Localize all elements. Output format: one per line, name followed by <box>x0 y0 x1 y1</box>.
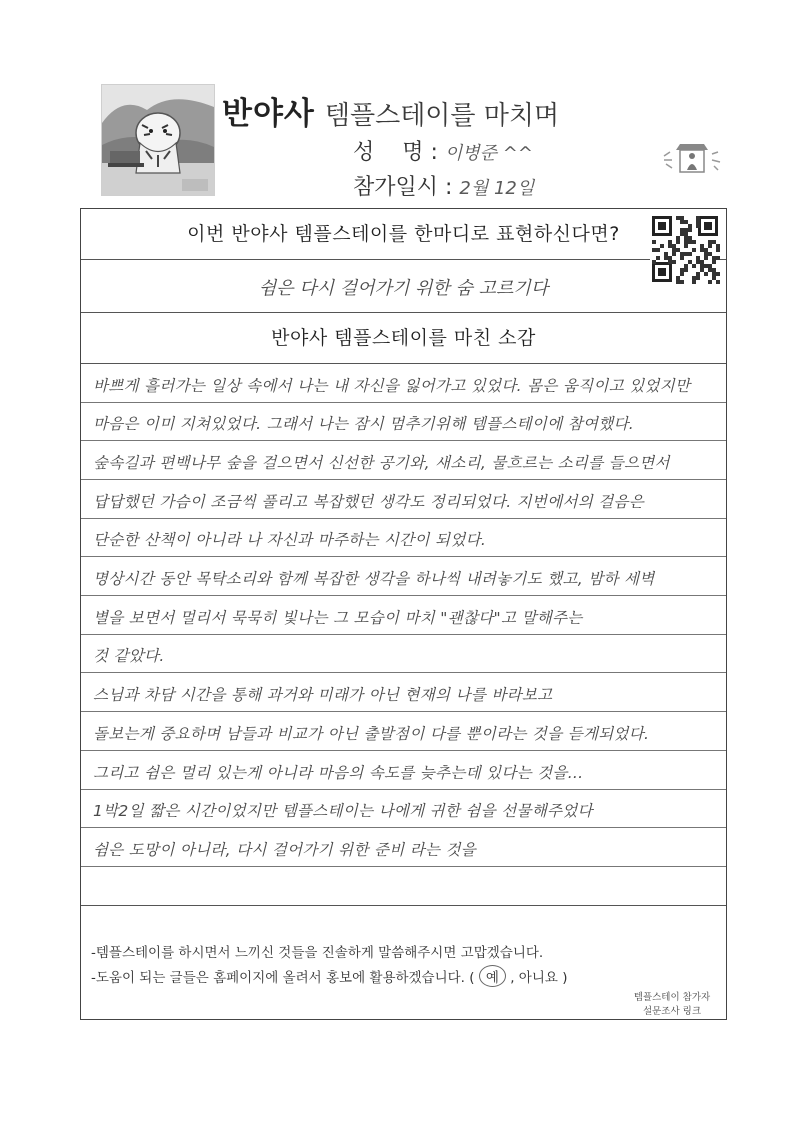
answer-line-text: 바쁘게 흘러가는 일상 속에서 나는 내 자신을 잃어가고 있었다. 몸은 움직이고 있었지만 <box>93 377 691 395</box>
answer-line <box>81 828 726 867</box>
date-row <box>353 170 534 201</box>
answer-line <box>81 712 726 751</box>
answer-line-text: 명상시간 동안 목탁소리와 함께 복잡한 생각을 하나씩 내려놓기도 했고, 밤하 세벽 <box>93 570 655 588</box>
answer-line <box>81 673 726 712</box>
answer-line-text: 쉼은 도망이 아니라, 다시 걸어가기 위한 준비 라는 것을 <box>93 841 477 859</box>
date-value: 2월 12일 <box>459 178 535 199</box>
consent-yes[interactable]: 예 <box>479 965 506 987</box>
answer-line-text: 것 같았다. <box>93 647 165 665</box>
consent-no[interactable]: 아니요 <box>518 970 558 986</box>
title-temple-name: 반야사 <box>222 96 315 132</box>
title-subtitle: 템플스테이를 마치며 <box>324 101 560 131</box>
answer-line <box>81 402 726 441</box>
temple-logo <box>101 84 215 196</box>
answer-line-text: 그리고 쉼은 멀리 있는게 아니라 마음의 속도를 늦추는데 있다는 것을... <box>93 764 584 782</box>
note-one: -템플스테이를 하시면서 느끼신 것들을 진솔하게 말씀해주시면 고맙겠습니다. <box>91 945 544 961</box>
consent-options: ( 예 , 아니요 ) <box>469 970 567 986</box>
answer-line <box>81 480 726 519</box>
answer-line <box>81 364 726 403</box>
answer-line-text: 숲속길과 편백나무 숲을 걸으면서 신선한 공기와, 새소리, 물흐르는 소리를 들으면서 <box>93 454 670 472</box>
answer-line-text: 단순한 산책이 아니라 나 자신과 마주하는 시간이 되었다. <box>93 531 487 549</box>
name-label: 성 명 : <box>353 140 438 165</box>
answer-line <box>81 634 726 673</box>
answer-line <box>81 867 726 906</box>
buddha-shrine-icon <box>660 136 724 180</box>
answer-one-row <box>81 260 726 313</box>
date-label: 참가일시 : <box>353 175 453 200</box>
answer-line <box>81 441 726 480</box>
question-one: 이번 반야사 템플스테이를 한마디로 표현하신다면? <box>81 209 726 260</box>
qr-caption-line-two: 설문조사 링크 <box>642 1006 702 1017</box>
page-title <box>222 88 559 133</box>
answer-line-text: 답답했던 가슴이 조금씩 풀리고 복잡했던 생각도 정리되었다. 지번에서의 걸음은 <box>93 493 645 511</box>
reflection-form <box>80 208 727 1020</box>
note-two <box>91 965 567 987</box>
answer-line <box>81 596 726 635</box>
qr-caption-line-one: 템플스테이 참가자 <box>633 992 711 1003</box>
answer-line-text: 스님과 차담 시간을 통해 과거와 미래가 아닌 현재의 나를 바라보고 <box>93 686 553 704</box>
answer-line-text: 1박2일 짧은 시간이었지만 템플스테이는 나에게 귀한 쉼을 선물해주었다 <box>93 802 593 820</box>
answer-line <box>81 557 726 596</box>
note-two-text: -도움이 되는 글들은 홈페이지에 올려서 홍보에 활용하겠습니다. <box>91 970 465 986</box>
name-row <box>353 135 533 166</box>
answer-line-text: 돌보는게 중요하며 남들과 비교가 아닌 출발점이 다를 뿐이라는 것을 듣게되었다. <box>93 725 650 743</box>
answer-line-text: 별을 보면서 멀리서 묵묵히 빛나는 그 모습이 마치 "괜찮다"고 말해주는 <box>93 609 583 627</box>
name-value: 이병준 ^^ <box>444 143 533 164</box>
answer-line-text: 마음은 이미 지쳐있었다. 그래서 나는 잠시 멈추기위해 템플스테이에 참여했다. <box>93 415 635 433</box>
answer-line <box>81 518 726 557</box>
answer-one: 쉼은 다시 걸어가기 위한 숨 고르기다 <box>258 278 549 299</box>
qr-code[interactable] <box>650 214 720 284</box>
answer-line <box>81 751 726 790</box>
answer-line <box>81 789 726 828</box>
question-two: 반야사 템플스테이를 마친 소감 <box>81 313 726 364</box>
consent-separator: , <box>510 970 515 986</box>
